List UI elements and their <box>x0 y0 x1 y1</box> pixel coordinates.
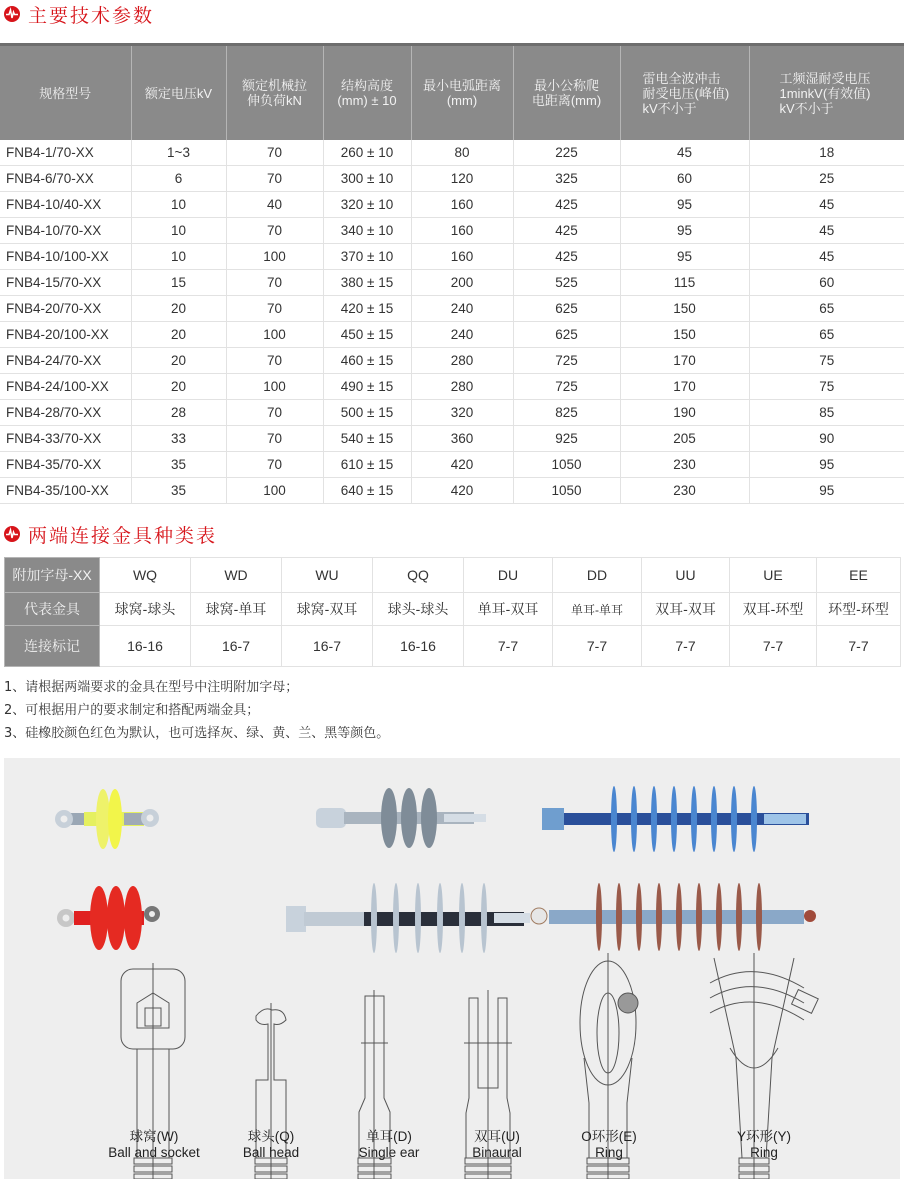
table-cell: 200 <box>411 270 513 296</box>
table-cell: 1~3 <box>131 140 226 166</box>
table-cell: 240 <box>411 322 513 348</box>
table-cell: 450 ± 15 <box>323 322 411 348</box>
table-cell: 35 <box>131 452 226 478</box>
fittings-cell: 16-7 <box>191 626 282 667</box>
fittings-cell: 双耳-双耳 <box>642 593 730 626</box>
table-cell: FNB4-20/100-XX <box>0 322 131 348</box>
table-cell: 100 <box>226 374 323 400</box>
table-cell: 33 <box>131 426 226 452</box>
note-item: 1、请根据两端要求的金具在型号中注明附加字母； <box>4 680 299 695</box>
drawing-label-cn: 球头(Q) <box>247 1129 295 1144</box>
table-cell: 725 <box>513 348 620 374</box>
table-row <box>0 296 904 322</box>
table-cell: 10 <box>131 192 226 218</box>
fittings-cell: WQ <box>100 558 191 593</box>
column-header-line: 耐受电压(峰值) <box>642 85 730 101</box>
table-cell: 360 <box>411 426 513 452</box>
table-cell: 25 <box>749 166 904 192</box>
table-cell: 160 <box>411 218 513 244</box>
fittings-cell: 球窝-球头 <box>100 593 191 626</box>
table-cell: 280 <box>411 374 513 400</box>
table-cell: 65 <box>749 322 904 348</box>
table-cell: FNB4-24/100-XX <box>0 374 131 400</box>
table-row <box>0 218 904 244</box>
fittings-cell: EE <box>817 558 901 593</box>
drawing-label-en: Ball head <box>242 1145 300 1160</box>
column-header-line: kV不小于 <box>642 100 697 116</box>
table-row <box>0 322 904 348</box>
fittings-cell: 单耳-双耳 <box>464 593 553 626</box>
insulator-photo-brown <box>531 883 816 951</box>
drawing-label-cn: 球窝(W) <box>129 1129 179 1144</box>
section-title-text: 两端连接金具种类表 <box>28 524 218 547</box>
drawing-label-en: Single ear <box>358 1145 420 1160</box>
table-cell: 490 ± 15 <box>323 374 411 400</box>
drawing-label-en: Ring <box>750 1145 778 1160</box>
drawing-label-en: Binaural <box>472 1145 522 1160</box>
fittings-cell: 环型-环型 <box>817 593 901 626</box>
fittings-cell: 7-7 <box>464 626 553 667</box>
table-cell: 160 <box>411 244 513 270</box>
column-header-line: 雷电全波冲击 <box>642 70 721 86</box>
table-cell: 75 <box>749 348 904 374</box>
table-cell: 10 <box>131 218 226 244</box>
insulator-photo-blue <box>542 786 809 852</box>
drawing-label-cn: 双耳(U) <box>474 1129 520 1144</box>
table-cell: 70 <box>226 140 323 166</box>
table-cell: 170 <box>620 348 749 374</box>
fittings-cell: 7-7 <box>817 626 901 667</box>
drawing-label-o-ring <box>574 1129 644 1161</box>
fittings-cell: 球窝-双耳 <box>282 593 373 626</box>
table-cell: 70 <box>226 166 323 192</box>
table-cell: 18 <box>749 140 904 166</box>
table-row <box>0 478 904 504</box>
row-header: 附加字母-XX <box>5 558 100 593</box>
table-cell: 320 <box>411 400 513 426</box>
table-cell: 20 <box>131 348 226 374</box>
table-cell: 70 <box>226 218 323 244</box>
table-cell: 420 ± 15 <box>323 296 411 322</box>
table-cell: 115 <box>620 270 749 296</box>
table-row <box>0 348 904 374</box>
table-cell: 320 ± 10 <box>323 192 411 218</box>
drawing-label-ball-socket <box>104 1129 204 1161</box>
table-cell: 60 <box>749 270 904 296</box>
table-cell: 325 <box>513 166 620 192</box>
table-cell: 10 <box>131 244 226 270</box>
table-cell: 625 <box>513 296 620 322</box>
column-header-line: (mm) ± 10 <box>337 93 397 108</box>
table-row <box>0 270 904 296</box>
table-cell: 420 <box>411 452 513 478</box>
table-cell: FNB4-6/70-XX <box>0 166 131 192</box>
table-cell: 1050 <box>513 478 620 504</box>
note-item: 2、可根据用户的要求制定和搭配两端金具； <box>4 703 260 718</box>
table-cell: 190 <box>620 400 749 426</box>
fittings-cell: DD <box>553 558 642 593</box>
table-cell: 90 <box>749 426 904 452</box>
column-header <box>620 45 749 141</box>
table-cell: 100 <box>226 322 323 348</box>
table-cell: 95 <box>620 218 749 244</box>
row-header: 连接标记 <box>5 626 100 667</box>
table-cell: 95 <box>620 192 749 218</box>
table-row <box>0 374 904 400</box>
table-cell: 380 ± 15 <box>323 270 411 296</box>
table-cell: FNB4-35/70-XX <box>0 452 131 478</box>
table-cell: FNB4-1/70-XX <box>0 140 131 166</box>
waveform-icon <box>4 6 20 22</box>
table-cell: 280 <box>411 348 513 374</box>
product-gallery <box>4 758 900 1179</box>
section-title-fittings <box>4 522 217 546</box>
table-cell: 85 <box>749 400 904 426</box>
table-cell: FNB4-10/100-XX <box>0 244 131 270</box>
table-cell: 28 <box>131 400 226 426</box>
fittings-cell: 球头-球头 <box>373 593 464 626</box>
table-cell: 20 <box>131 374 226 400</box>
table-cell: 300 ± 10 <box>323 166 411 192</box>
fittings-table <box>4 557 901 667</box>
table-cell: FNB4-10/70-XX <box>0 218 131 244</box>
table-cell: 460 ± 15 <box>323 348 411 374</box>
table-row <box>0 452 904 478</box>
table-cell: FNB4-28/70-XX <box>0 400 131 426</box>
table-cell: 825 <box>513 400 620 426</box>
fittings-row-codes <box>5 558 901 593</box>
drawing-label-cn: 单耳(D) <box>366 1129 412 1144</box>
column-header-line: 电距离(mm) <box>531 93 602 108</box>
table-cell: 725 <box>513 374 620 400</box>
table-cell: 65 <box>749 296 904 322</box>
notes <box>4 676 389 745</box>
table-cell: 340 ± 10 <box>323 218 411 244</box>
table-cell: 500 ± 15 <box>323 400 411 426</box>
column-header-line: 最小电弧距离 <box>422 78 501 93</box>
table-cell: 70 <box>226 426 323 452</box>
table-cell: 45 <box>620 140 749 166</box>
table-cell: FNB4-33/70-XX <box>0 426 131 452</box>
table-cell: 20 <box>131 296 226 322</box>
table-cell: 925 <box>513 426 620 452</box>
table-cell: 70 <box>226 452 323 478</box>
fittings-cell: 双耳-环型 <box>730 593 817 626</box>
table-cell: FNB4-15/70-XX <box>0 270 131 296</box>
fittings-cell: 单耳-单耳 <box>553 593 642 626</box>
table-row <box>0 400 904 426</box>
column-header-line: (mm) <box>446 93 478 108</box>
table-cell: 95 <box>749 452 904 478</box>
fittings-cell: UU <box>642 558 730 593</box>
table-cell: 230 <box>620 452 749 478</box>
table-cell: 525 <box>513 270 620 296</box>
row-header: 代表金具 <box>5 593 100 626</box>
table-cell: 540 ± 15 <box>323 426 411 452</box>
column-header <box>0 45 131 141</box>
specs-table <box>0 43 904 504</box>
drawing-label-en: Ball and socket <box>108 1145 200 1160</box>
table-cell: FNB4-24/70-XX <box>0 348 131 374</box>
table-cell: 15 <box>131 270 226 296</box>
table-cell: 95 <box>620 244 749 270</box>
table-row <box>0 140 904 166</box>
table-cell: 1050 <box>513 452 620 478</box>
fittings-cell: 7-7 <box>553 626 642 667</box>
drawing-label-binaural <box>462 1129 532 1161</box>
table-cell: 625 <box>513 322 620 348</box>
column-header-line: 额定电压kV <box>144 85 213 101</box>
table-cell: 70 <box>226 296 323 322</box>
table-cell: 60 <box>620 166 749 192</box>
table-row <box>0 244 904 270</box>
table-row <box>0 166 904 192</box>
table-cell: 35 <box>131 478 226 504</box>
table-cell: 6 <box>131 166 226 192</box>
section-title-specs <box>4 2 154 26</box>
table-cell: 80 <box>411 140 513 166</box>
drawing-label-en: Ring <box>595 1145 623 1160</box>
table-cell: 425 <box>513 218 620 244</box>
table-cell: 100 <box>226 244 323 270</box>
fittings-cell: WU <box>282 558 373 593</box>
table-cell: 75 <box>749 374 904 400</box>
insulator-photo-grey-long <box>286 883 530 953</box>
drawing-label-cn: O环形(E) <box>581 1129 637 1144</box>
column-header <box>226 45 323 141</box>
column-header-line: kV不小于 <box>779 100 834 116</box>
table-cell: 260 ± 10 <box>323 140 411 166</box>
table-cell: 45 <box>749 218 904 244</box>
table-cell: 100 <box>226 478 323 504</box>
waveform-icon <box>4 526 20 542</box>
fittings-cell: 7-7 <box>642 626 730 667</box>
fittings-cell: 7-7 <box>730 626 817 667</box>
table-cell: 70 <box>226 348 323 374</box>
fittings-row-fittings <box>5 593 901 626</box>
insulator-illustrations <box>4 758 900 1179</box>
fittings-cell: 16-7 <box>282 626 373 667</box>
fittings-cell: 16-16 <box>100 626 191 667</box>
table-cell: 640 ± 15 <box>323 478 411 504</box>
column-header-line: 工频湿耐受电压 <box>779 70 871 86</box>
column-header-line: 伸负荷kN <box>247 93 302 108</box>
fittings-cell: 球窝-单耳 <box>191 593 282 626</box>
table-cell: 150 <box>620 296 749 322</box>
fittings-cell: 16-16 <box>373 626 464 667</box>
column-header <box>411 45 513 141</box>
column-header <box>513 45 620 141</box>
table-cell: 150 <box>620 322 749 348</box>
table-cell: 425 <box>513 244 620 270</box>
insulator-photo-red <box>57 886 160 950</box>
drawing-label-cn: Y环形(Y) <box>737 1129 791 1144</box>
drawing-label-single-ear <box>349 1129 429 1161</box>
table-cell: 610 ± 15 <box>323 452 411 478</box>
column-header-line: 规格型号 <box>39 85 92 101</box>
table-cell: 70 <box>226 270 323 296</box>
table-cell: FNB4-20/70-XX <box>0 296 131 322</box>
column-header <box>749 45 904 141</box>
column-header-line: 1minkV(有效值) <box>779 85 871 101</box>
fittings-row-marks <box>5 626 901 667</box>
column-header <box>323 45 411 141</box>
drawing-label-ball-head <box>236 1129 306 1161</box>
fittings-cell: WD <box>191 558 282 593</box>
column-header-line: 额定机械拉 <box>241 78 307 93</box>
table-row <box>0 426 904 452</box>
drawing-label-y-ring <box>729 1129 799 1161</box>
insulator-photo-grey-short <box>316 788 486 848</box>
table-cell: 420 <box>411 478 513 504</box>
table-cell: 225 <box>513 140 620 166</box>
section-title-text: 主要技术参数 <box>28 4 155 27</box>
table-cell: 70 <box>226 400 323 426</box>
column-header <box>131 45 226 141</box>
column-header-line: 结构高度 <box>340 78 393 93</box>
fittings-cell: QQ <box>373 558 464 593</box>
column-header-line: 最小公称爬 <box>533 78 599 93</box>
table-cell: 240 <box>411 296 513 322</box>
table-cell: 370 ± 10 <box>323 244 411 270</box>
table-cell: 205 <box>620 426 749 452</box>
table-cell: 95 <box>749 478 904 504</box>
specs-header-row <box>0 45 904 141</box>
table-row <box>0 192 904 218</box>
table-cell: 45 <box>749 192 904 218</box>
table-cell: FNB4-10/40-XX <box>0 192 131 218</box>
table-cell: 20 <box>131 322 226 348</box>
table-cell: 40 <box>226 192 323 218</box>
table-cell: 230 <box>620 478 749 504</box>
table-cell: 120 <box>411 166 513 192</box>
table-cell: 170 <box>620 374 749 400</box>
table-cell: 425 <box>513 192 620 218</box>
insulator-photo-yellow <box>55 789 159 849</box>
table-cell: 45 <box>749 244 904 270</box>
fittings-cell: UE <box>730 558 817 593</box>
note-item: 3、硅橡胶颜色红色为默认，也可选择灰、绿、黄、兰、黑等颜色。 <box>4 726 390 741</box>
table-cell: 160 <box>411 192 513 218</box>
fittings-cell: DU <box>464 558 553 593</box>
table-cell: FNB4-35/100-XX <box>0 478 131 504</box>
